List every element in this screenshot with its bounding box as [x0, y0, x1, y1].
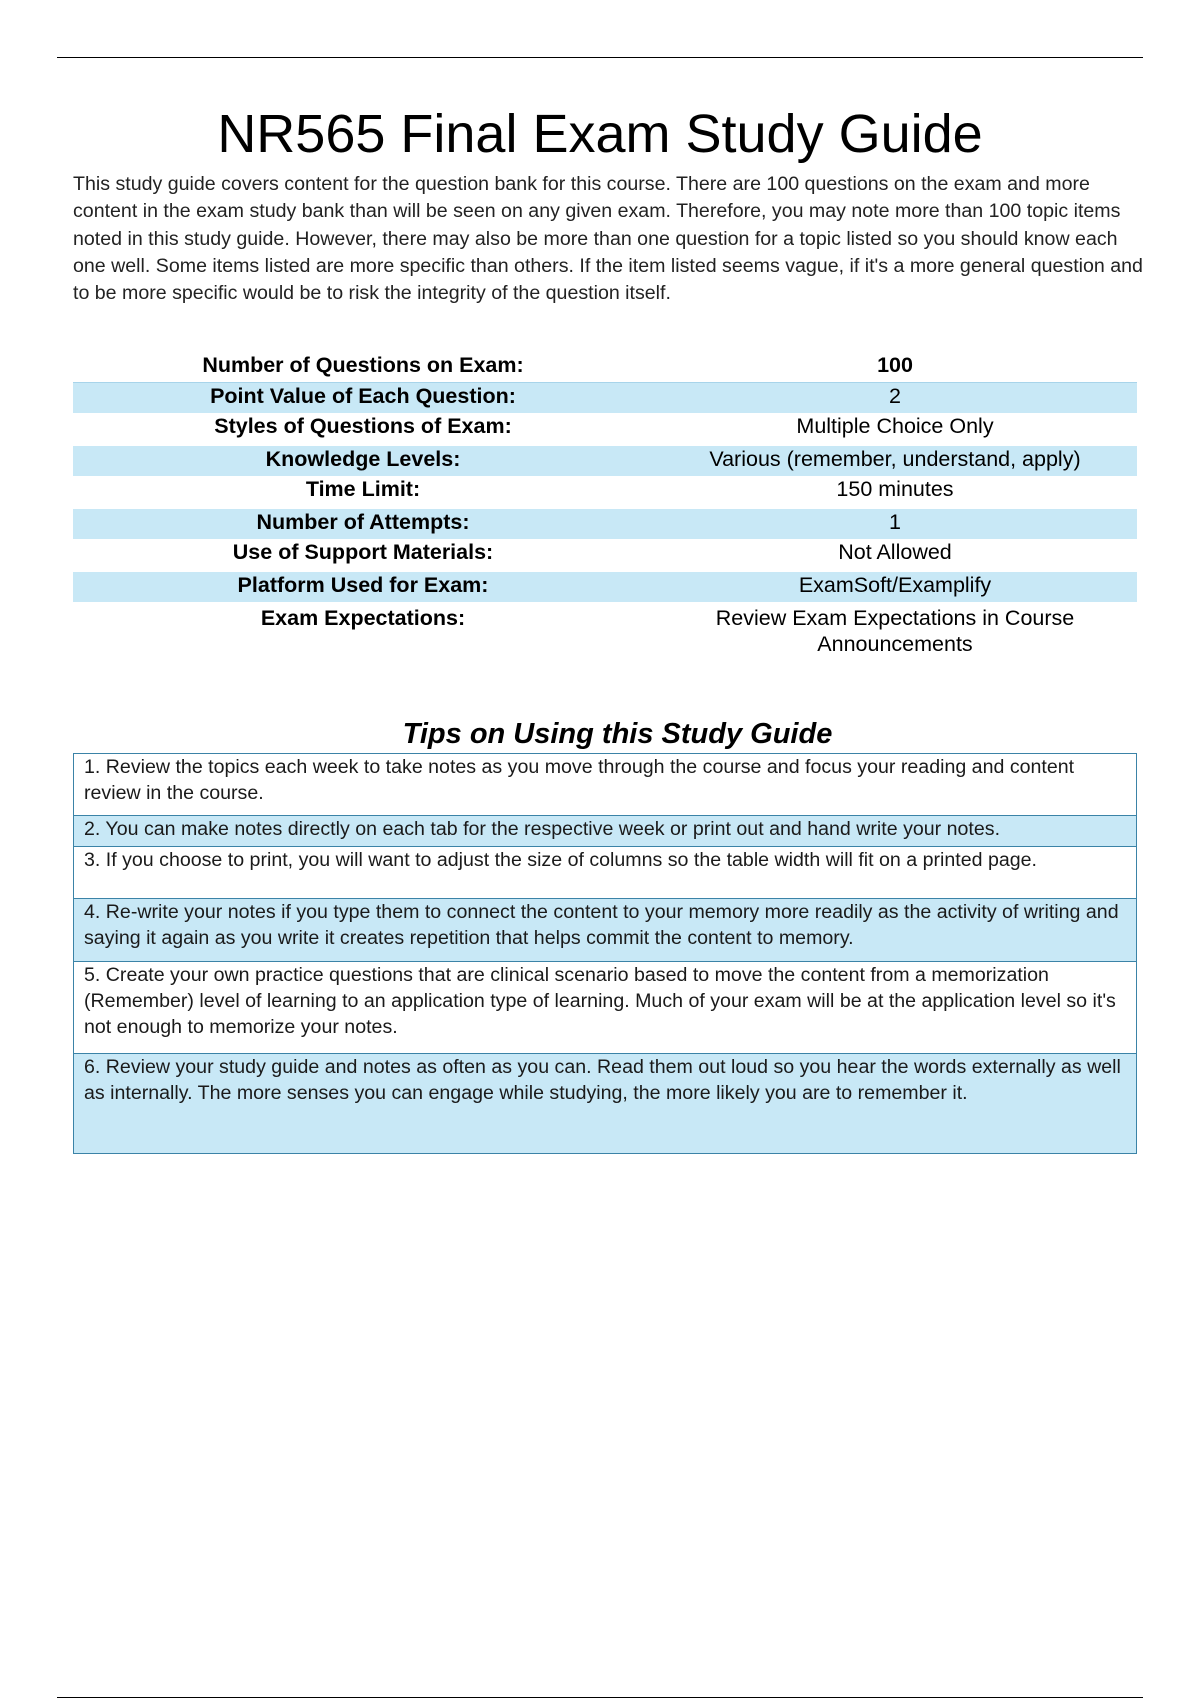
tip-item-4: 4. Re-write your notes if you type them to connect the content to your memory more readily as the activity of writing and saying it again as you write it creates repetition that helps commit the content to memory.	[74, 899, 1136, 962]
info-row-questions	[73, 352, 1137, 383]
tip-item-1: 1. Review the topics each week to take notes as you move through the course and focus your reading and content review in the course.	[74, 754, 1136, 816]
info-label: Point Value of Each Question:	[210, 384, 516, 408]
tip-item-6: 6. Review your study guide and notes as often as you can. Read them out loud so you hear the words externally as well as internally. The more senses you can engage while studying, the more likely you are to remember it.	[74, 1054, 1136, 1153]
info-row-knowledge-levels	[73, 446, 1137, 476]
info-row-attempts	[73, 509, 1137, 539]
info-label: Exam Expectations:	[260, 606, 466, 630]
exam-info-table	[73, 352, 1137, 665]
info-row-point-value	[73, 383, 1137, 413]
info-label: Styles of Questions of Exam:	[214, 414, 512, 438]
info-value: 150 minutes	[836, 477, 954, 501]
info-label: Knowledge Levels:	[265, 447, 461, 471]
tip-item-3: 3. If you choose to print, you will want to adjust the size of columns so the table width will fit on a printed page.	[74, 847, 1136, 899]
page-title: NR565 Final Exam Study Guide	[217, 104, 983, 164]
info-row-platform	[73, 572, 1137, 602]
tips-table	[73, 753, 1137, 1154]
info-row-styles	[73, 413, 1137, 446]
info-label: Use of Support Materials:	[232, 540, 494, 564]
info-value: 2	[889, 384, 901, 408]
top-rule	[57, 57, 1143, 58]
info-row-time-limit	[73, 476, 1137, 509]
info-value: Review Exam Expectations in Course Announcements	[715, 606, 1075, 656]
info-value: ExamSoft/Examplify	[798, 573, 992, 597]
tip-item-2: 2. You can make notes directly on each tab for the respective week or print out and hand write your notes.	[74, 816, 1136, 847]
info-value: Multiple Choice Only	[796, 414, 994, 438]
info-row-expectations	[73, 602, 1137, 665]
info-value: 1	[889, 510, 901, 534]
tips-heading: Tips on Using this Study Guide	[402, 718, 833, 750]
info-value: Not Allowed	[838, 540, 952, 564]
info-label: Time Limit:	[305, 477, 421, 501]
info-value: 100	[877, 353, 913, 377]
intro-paragraph: This study guide covers content for the question bank for this course. There are 100 questions on the exam and more content in the exam study bank than will be seen on any given exam. Therefore, you may note more than 100 topic items noted in this study guide. However, there may also be more than one question for a topic listed so you should know each one well. Some items listed are more specific than others. If the item listed seems vague, if it's a more general question and to be more specific would be to risk the integrity of the question itself.	[73, 173, 1143, 305]
info-label: Number of Attempts:	[256, 510, 470, 534]
info-label: Number of Questions on Exam:	[202, 353, 524, 377]
info-value: Various (remember, understand, apply)	[709, 447, 1081, 471]
bottom-rule	[57, 1697, 1143, 1698]
info-label: Platform Used for Exam:	[237, 573, 489, 597]
info-row-support-materials	[73, 539, 1137, 572]
tip-item-5: 5. Create your own practice questions that are clinical scenario based to move the content from a memorization (Remember) level of learning to an application type of learning. Much of your exam will be at the application level so it's not enough to memorize your notes.	[74, 962, 1136, 1054]
